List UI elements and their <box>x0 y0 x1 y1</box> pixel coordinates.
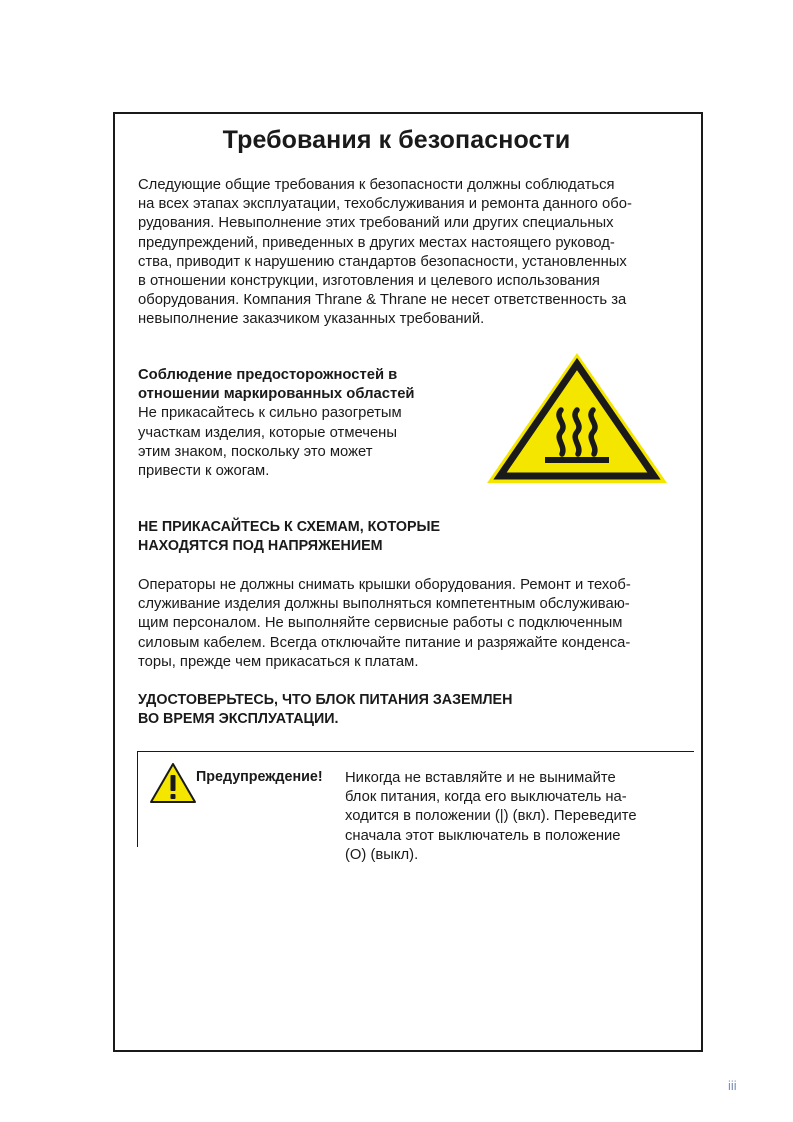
intro-line: невыполнение заказчиком указанных требований. <box>138 311 485 328</box>
caution-exclamation-icon <box>149 762 197 804</box>
operators-line: Операторы не должны снимать крышки оборудования. Ремонт и техоб- <box>138 577 631 593</box>
warning-label: Предупреждение! <box>196 769 323 785</box>
operators-line: щим персоналом. Не выполняйте сервисные работы с подключенным <box>138 615 623 632</box>
hot-surface-warning-icon <box>484 350 670 488</box>
burn-text-line: привести к ожогам. <box>138 463 270 480</box>
caps-heading-line: НЕ ПРИКАСАЙТЕСЬ К СХЕМАМ, КОТОРЫЕ <box>138 519 441 535</box>
operators-line: силовым кабелем. Всегда отключайте питание и разряжайте конденса- <box>138 634 631 651</box>
warning-line: блок питания, когда его выключатель на- <box>345 789 627 806</box>
intro-line: оборудования. Компания Thrane & Thrane не несет ответственность за <box>138 292 627 309</box>
operators-paragraph <box>138 576 678 672</box>
caps-heading-line: НАХОДЯТСЯ ПОД НАПРЯЖЕНИЕМ <box>138 538 383 555</box>
intro-line: на всех этапах эксплуатации, техобслуживания и ремонта данного обо- <box>138 196 632 213</box>
page-title: Требования к безопасности <box>222 126 571 154</box>
intro-line: рудования. Невыполнение этих требований или других специальных <box>138 215 614 232</box>
grounding-heading <box>138 691 512 729</box>
burn-text-line: участкам изделия, которые отмечены <box>138 424 397 441</box>
warning-text <box>345 769 675 865</box>
burn-heading-line: отношении маркированных областей <box>138 386 415 403</box>
page-number: iii <box>728 1078 737 1093</box>
operators-line: служивание изделия должны выполняться компетентным обслуживаю- <box>138 596 630 613</box>
warning-line: Никогда не вставляйте и не вынимайте <box>345 770 616 786</box>
intro-line: ства, приводит к нарушению стандартов безопасности, установленных <box>138 253 627 270</box>
live-circuits-heading <box>138 518 440 556</box>
intro-line: в отношении конструкции, изготовления и целевого использования <box>138 273 600 290</box>
caps-heading-line: ВО ВРЕМЯ ЭКСПЛУАТАЦИИ. <box>138 711 339 728</box>
warning-line: (O) (выкл). <box>345 846 419 863</box>
warning-box-left-rule <box>137 751 138 847</box>
caps-heading-line: УДОСТОВЕРЬТЕСЬ, ЧТО БЛОК ПИТАНИЯ ЗАЗЕМЛЕН <box>138 692 513 708</box>
warning-line: сначала этот выключатель в положение <box>345 827 621 844</box>
burn-heading-line: Соблюдение предосторожностей в <box>138 367 398 383</box>
warning-box-top-rule <box>137 751 694 752</box>
intro-line: предупреждений, приведенных в других местах настоящего руковод- <box>138 234 615 251</box>
operators-line: торы, прежде чем прикасаться к платам. <box>138 653 419 670</box>
warning-line: ходится в положении (|) (вкл). Переведите <box>345 808 637 825</box>
intro-paragraph <box>138 176 678 330</box>
burn-text-line: Не прикасайтесь к сильно разогретым <box>138 405 402 422</box>
burn-warning-section <box>138 366 458 481</box>
burn-text-line: этим знаком, поскольку это может <box>138 443 373 460</box>
intro-line: Следующие общие требования к безопасности должны соблюдаться <box>138 177 615 193</box>
